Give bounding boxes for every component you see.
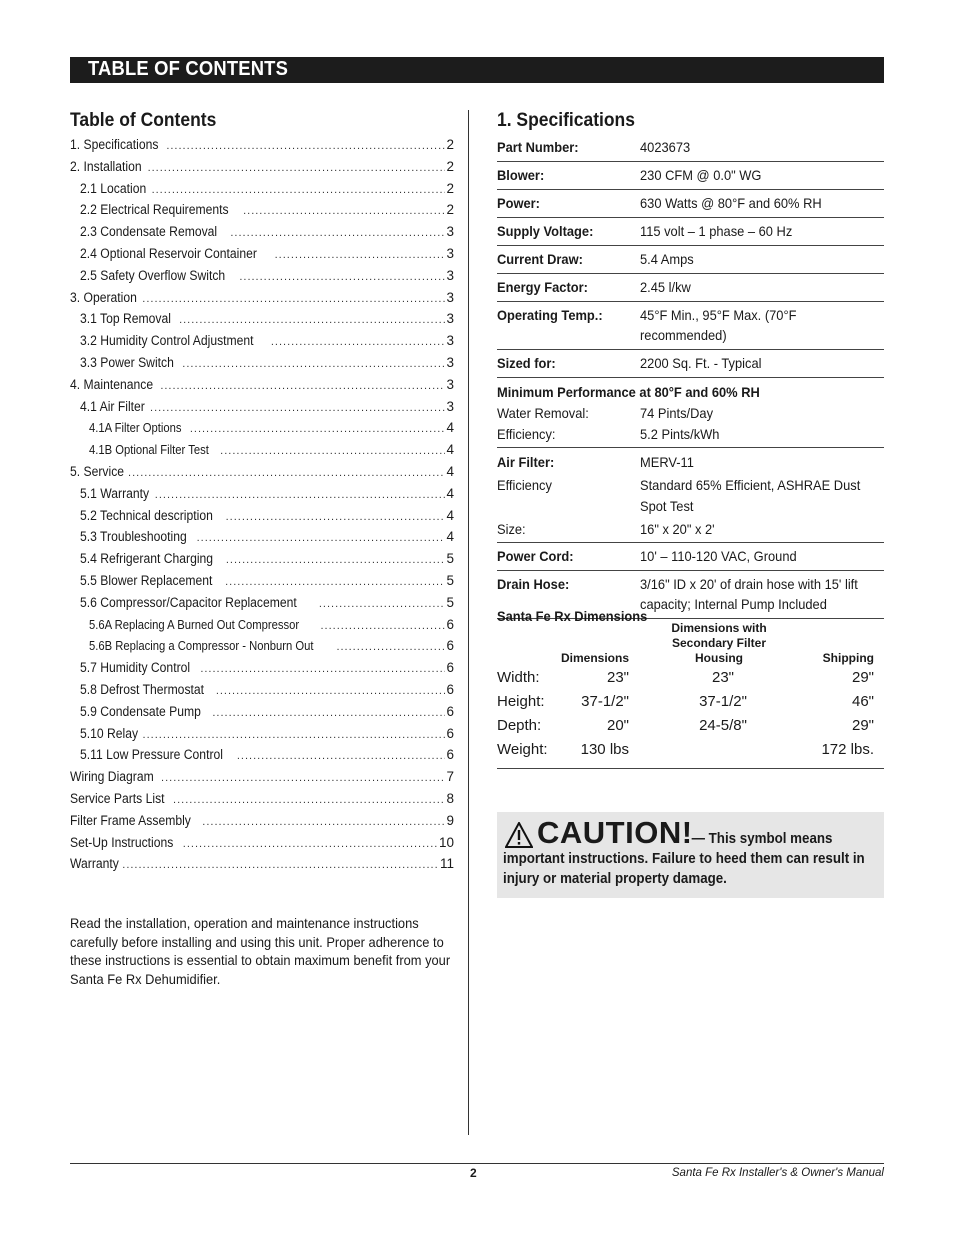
- toc-entry-label: 3. Operation: [70, 289, 137, 305]
- footer-title: Santa Fe Rx Installer's & Owner's Manual: [671, 1167, 884, 1179]
- dimensions-cell: 24-5/8": [699, 717, 747, 734]
- dimensions-cell: 23": [711, 669, 734, 686]
- toc-leader-dots: [226, 550, 446, 572]
- toc-entry-label: 2.4 Optional Reservoir Container: [80, 245, 257, 261]
- toc-leader-dots: [239, 267, 445, 289]
- toc-entry-label: Filter Frame Assembly: [70, 812, 191, 828]
- specs-title: 1. Specifications: [497, 110, 635, 131]
- toc-entry[interactable]: [70, 352, 454, 374]
- dimensions-cell: 130 lbs: [580, 741, 629, 758]
- toc-leader-dots: [173, 790, 445, 812]
- dimensions-cell: 172 lbs.: [821, 741, 874, 758]
- toc-entry-page: 4: [446, 507, 454, 523]
- toc-entry[interactable]: [70, 199, 454, 221]
- toc-leader-dots: [275, 245, 446, 267]
- toc-leader-dots: [128, 463, 445, 485]
- toc-leader-dots: [143, 725, 446, 747]
- toc-entry[interactable]: [70, 243, 454, 265]
- toc-entry-label: 5.1 Warranty: [80, 485, 150, 501]
- toc-leader-dots: [161, 768, 445, 790]
- toc-entry-page: 9: [446, 812, 454, 828]
- spec-value: 74 Pints/Day: [640, 405, 714, 421]
- toc-leader-dots: [237, 746, 446, 768]
- dimensions-header: Dimensions with Secondary Filter Housing: [671, 621, 767, 665]
- footer-rule: [70, 1163, 884, 1164]
- toc-entry-label: 2.2 Electrical Requirements: [80, 202, 229, 218]
- toc-leader-dots: [166, 136, 445, 158]
- toc-entry[interactable]: [70, 374, 454, 396]
- toc-entry[interactable]: [70, 766, 454, 788]
- toc-entry[interactable]: [70, 178, 454, 200]
- toc-entry-label: 4.1A Filter Options: [89, 421, 182, 436]
- toc-entry[interactable]: [70, 439, 454, 461]
- toc-title: Table of Contents: [70, 110, 217, 131]
- spec-label: Energy Factor:: [497, 279, 588, 295]
- toc-entry-page: 2: [446, 202, 454, 218]
- spec-power-cord: [497, 543, 884, 571]
- toc-entry[interactable]: [70, 134, 454, 156]
- spec-min-performance: [497, 378, 884, 448]
- toc-entry-label: 1. Specifications: [70, 137, 159, 152]
- toc-entry-page: 6: [446, 660, 454, 676]
- spec-label: Efficiency:: [497, 426, 556, 442]
- toc-entry-label: 5.8 Defrost Thermostat: [80, 681, 205, 697]
- toc-entry-label: 4. Maintenance: [70, 376, 154, 392]
- dimensions-table: [497, 621, 874, 762]
- toc-entry[interactable]: [70, 744, 454, 766]
- toc-entry-label: 5.10 Relay: [80, 725, 139, 741]
- toc-leader-dots: [200, 659, 445, 681]
- toc-leader-dots: [271, 332, 446, 354]
- toc-entry-label: 5.6A Replacing A Burned Out Compressor: [89, 617, 300, 632]
- spec-label: Drain Hose:: [497, 576, 570, 592]
- spec-label: Power Cord:: [497, 548, 574, 564]
- spec-value: 45°F Min., 95°F Max. (70°F recommended): [640, 307, 797, 343]
- spec-value: 3/16" ID x 20' of drain hose with 15' lift capacity; Internal Pump Included: [640, 576, 858, 612]
- toc-entry-label: 3.1 Top Removal: [80, 311, 171, 327]
- toc-leader-dots: [160, 376, 445, 398]
- spec-value: MERV-11: [640, 454, 694, 470]
- toc-entry-label: 5.7 Humidity Control: [80, 660, 191, 676]
- dimensions-row: [497, 690, 874, 714]
- toc-entry[interactable]: [70, 461, 454, 483]
- dimensions-cell: 29": [851, 717, 874, 734]
- spec-value: 230 CFM @ 0.0" WG: [640, 167, 762, 183]
- spec-sized-for: [497, 350, 884, 378]
- dimensions-header-row: [497, 621, 874, 666]
- toc-entry[interactable]: [70, 221, 454, 243]
- spec-value: 4023673: [640, 139, 691, 155]
- column-divider: [468, 110, 469, 1135]
- toc-entry-page: 5: [446, 572, 454, 588]
- toc-entry-label: 2.3 Condensate Removal: [80, 224, 218, 240]
- dimensions-cell: Depth:: [497, 717, 542, 734]
- spec-label: Air Filter:: [497, 454, 555, 470]
- dimensions-cell: 23": [606, 669, 629, 686]
- spec-value: Standard 65% Efficient, ASHRAE Dust Spot Test: [640, 477, 861, 514]
- spec-operating-temp: [497, 302, 884, 350]
- spec-value: 5.4 Amps: [640, 251, 694, 267]
- toc-entry-page: 4: [446, 529, 454, 545]
- spec-label: Operating Temp.:: [497, 307, 603, 323]
- toc-entry[interactable]: [70, 853, 454, 875]
- toc-entry-label: 5.11 Low Pressure Control: [80, 747, 223, 763]
- toc-entry-label: Service Parts List: [70, 790, 165, 806]
- toc-entry-page: 10: [438, 834, 454, 850]
- toc-entry[interactable]: [70, 156, 454, 178]
- toc-entry-page: 2: [446, 158, 454, 174]
- dimensions-row: [497, 714, 874, 738]
- toc-leader-dots: [148, 158, 446, 180]
- toc-entry-label: 5.5 Blower Replacement: [80, 572, 213, 588]
- spec-power: [497, 190, 884, 218]
- caution-word: CAUTION!: [537, 815, 693, 850]
- toc-entry-label: 5. Service: [70, 463, 125, 479]
- toc-leader-dots: [155, 485, 446, 507]
- toc-entry[interactable]: [70, 810, 454, 832]
- toc-entry-label: 5.4 Refrigerant Charging: [80, 551, 214, 567]
- spec-part-number: [497, 134, 884, 162]
- toc-entry-label: Wiring Diagram: [70, 769, 154, 785]
- spec-value: 10' – 110-120 VAC, Ground: [640, 548, 797, 564]
- toc-entry-label: 3.3 Power Switch: [80, 354, 174, 370]
- spec-value: 5.2 Pints/kWh: [640, 426, 720, 442]
- toc-leader-dots: [216, 681, 446, 703]
- dimensions-cell: 37-1/2": [581, 693, 629, 710]
- spec-block-heading: Minimum Performance at 80°F and 60% RH: [497, 384, 760, 400]
- dimensions-cell: Height:: [497, 693, 545, 710]
- toc-leader-dots: [183, 834, 438, 856]
- toc-entry[interactable]: [70, 788, 454, 810]
- toc-entry-page: 2: [446, 180, 454, 196]
- toc-entry[interactable]: [70, 287, 454, 309]
- spec-label: Supply Voltage:: [497, 223, 594, 239]
- toc-entry-page: 3: [446, 311, 454, 327]
- toc-leader-dots: [243, 201, 445, 223]
- toc-entry-label: 4.1B Optional Filter Test: [89, 443, 209, 458]
- spec-value: 630 Watts @ 80°F and 60% RH: [640, 195, 822, 211]
- spec-label: Sized for:: [497, 355, 556, 371]
- toc-entry-label: 5.6B Replacing a Compressor - Nonburn Out: [89, 639, 314, 654]
- toc-entry[interactable]: [70, 308, 454, 330]
- toc-entry-page: 6: [446, 747, 454, 763]
- toc-entry-label: 5.6 Compressor/Capacitor Replacement: [80, 594, 297, 610]
- specs-table: [497, 134, 884, 619]
- toc-leader-dots: [190, 419, 446, 441]
- toc-entry[interactable]: [70, 679, 454, 701]
- toc-entry-label: 2.5 Safety Overflow Switch: [80, 267, 226, 283]
- toc-entry[interactable]: [70, 265, 454, 287]
- toc-leader-dots: [225, 572, 445, 594]
- toc-entry-label: Set-Up Instructions: [70, 834, 174, 850]
- toc-entry-page: 8: [446, 790, 454, 806]
- toc-entry-label: 3.2 Humidity Control Adjustment: [80, 333, 254, 349]
- toc-entry-page: 3: [446, 224, 454, 240]
- spec-blower: [497, 162, 884, 190]
- toc-entry[interactable]: [70, 701, 454, 723]
- toc-entry-label: 5.2 Technical description: [80, 507, 213, 523]
- toc-entry[interactable]: [70, 723, 454, 745]
- toc-leader-dots: [142, 289, 445, 311]
- toc-entry-page: 6: [446, 681, 454, 697]
- toc-entry-label: 2.1 Location: [80, 180, 147, 196]
- toc-entry-page: 2: [446, 137, 454, 152]
- spec-value: 16" x 20" x 2': [640, 521, 715, 537]
- spec-current-draw: [497, 246, 884, 274]
- toc-entry-page: 3: [446, 376, 454, 392]
- toc-entry[interactable]: [70, 396, 454, 418]
- toc-entry[interactable]: [70, 505, 454, 527]
- caution-text: — This symbol means important instructions. Failure to heed them can result in injury or material property damage.: [503, 831, 865, 887]
- toc-entry[interactable]: [70, 635, 454, 657]
- page-number: 2: [470, 1166, 477, 1180]
- toc-leader-dots: [197, 528, 446, 550]
- toc-entry-label: 5.9 Condensate Pump: [80, 703, 201, 719]
- toc-leader-dots: [202, 812, 445, 834]
- intro-paragraph: Read the installation, operation and maintenance instructions carefully before installing and using this unit. Proper adherence to these instructions is essential to obtain maximum benefit from your Santa Fe Rx Dehumidifier.: [70, 915, 451, 987]
- toc-leader-dots: [212, 703, 445, 725]
- toc-entry-page: 4: [446, 463, 454, 479]
- toc-entry-label: 5.3 Troubleshooting: [80, 529, 187, 545]
- spec-label: Power:: [497, 195, 540, 211]
- spec-supply-voltage: [497, 218, 884, 246]
- toc-entry-page: 6: [446, 725, 454, 741]
- toc-entry[interactable]: [70, 570, 454, 592]
- toc-entry-page: 3: [446, 245, 454, 261]
- toc-entry-page: 3: [446, 267, 454, 283]
- toc-entry-page: 3: [446, 354, 454, 370]
- toc-entry-page: 4: [446, 442, 454, 458]
- header-bar: [70, 57, 884, 83]
- toc-entry-page: 4: [446, 485, 454, 501]
- dimensions-cell: 29": [851, 669, 874, 686]
- toc-entry[interactable]: [70, 657, 454, 679]
- toc-entry[interactable]: [70, 417, 454, 439]
- spec-label: Efficiency: [497, 477, 552, 493]
- header-title: TABLE OF CONTENTS: [88, 58, 289, 80]
- toc-entry-page: 3: [446, 333, 454, 349]
- spec-label: Water Removal:: [497, 405, 589, 421]
- dimensions-cell: [629, 738, 789, 762]
- spec-value: 115 volt – 1 phase – 60 Hz: [640, 223, 793, 239]
- toc-entry-label: Warranty: [70, 856, 119, 872]
- toc-list: [70, 134, 454, 875]
- dimensions-cell: 46": [851, 693, 874, 710]
- toc-leader-dots: [220, 441, 445, 463]
- spec-label: Part Number:: [497, 139, 579, 155]
- toc-leader-dots: [230, 223, 445, 245]
- toc-entry-label: 4.1 Air Filter: [80, 398, 145, 414]
- toc-entry-page: 3: [446, 289, 454, 305]
- dimensions-rule: [497, 768, 884, 769]
- toc-entry[interactable]: [70, 483, 454, 505]
- toc-leader-dots: [320, 616, 445, 638]
- spec-label: Current Draw:: [497, 251, 583, 267]
- toc-leader-dots: [319, 594, 446, 616]
- toc-entry-page: 5: [446, 594, 454, 610]
- toc-entry-page: 3: [446, 398, 454, 414]
- toc-entry-page: 4: [446, 420, 454, 436]
- toc-entry[interactable]: [70, 330, 454, 352]
- toc-entry-page: 7: [446, 769, 454, 785]
- spec-label: Blower:: [497, 167, 545, 183]
- toc-entry[interactable]: [70, 832, 454, 854]
- toc-entry[interactable]: [70, 548, 454, 570]
- dimensions-cell: 37-1/2": [699, 693, 747, 710]
- toc-leader-dots: [182, 354, 445, 376]
- toc-leader-dots: [179, 310, 445, 332]
- toc-leader-dots: [122, 855, 439, 877]
- dimensions-header: Shipping: [822, 651, 874, 665]
- toc-entry[interactable]: [70, 614, 454, 636]
- spec-air-filter: [497, 448, 884, 543]
- toc-leader-dots: [336, 637, 445, 659]
- caution-box: [497, 812, 884, 898]
- toc-entry-page: 6: [446, 703, 454, 719]
- toc-leader-dots: [150, 398, 445, 420]
- dimensions-header: Dimensions: [560, 651, 629, 665]
- dimensions-row: [497, 738, 874, 762]
- toc-leader-dots: [226, 507, 446, 529]
- spec-value: 2200 Sq. Ft. - Typical: [640, 355, 762, 371]
- toc-entry[interactable]: [70, 526, 454, 548]
- toc-entry-page: 5: [446, 551, 454, 567]
- toc-entry[interactable]: [70, 592, 454, 614]
- dimensions-row: [497, 666, 874, 690]
- spec-value: 2.45 l/kw: [640, 279, 691, 295]
- spec-label: Size:: [497, 521, 526, 537]
- dimensions-cell: Width:: [497, 669, 540, 686]
- toc-entry-page: 6: [446, 638, 454, 654]
- dimensions-cell: Weight:: [497, 741, 548, 758]
- toc-leader-dots: [152, 180, 446, 202]
- toc-entry-page: 6: [446, 616, 454, 632]
- dimensions-title: Santa Fe Rx Dimensions: [497, 608, 648, 624]
- dimensions-cell: 20": [606, 717, 629, 734]
- spec-energy-factor: [497, 274, 884, 302]
- toc-entry-label: 2. Installation: [70, 158, 142, 174]
- toc-entry-page: 11: [439, 856, 454, 872]
